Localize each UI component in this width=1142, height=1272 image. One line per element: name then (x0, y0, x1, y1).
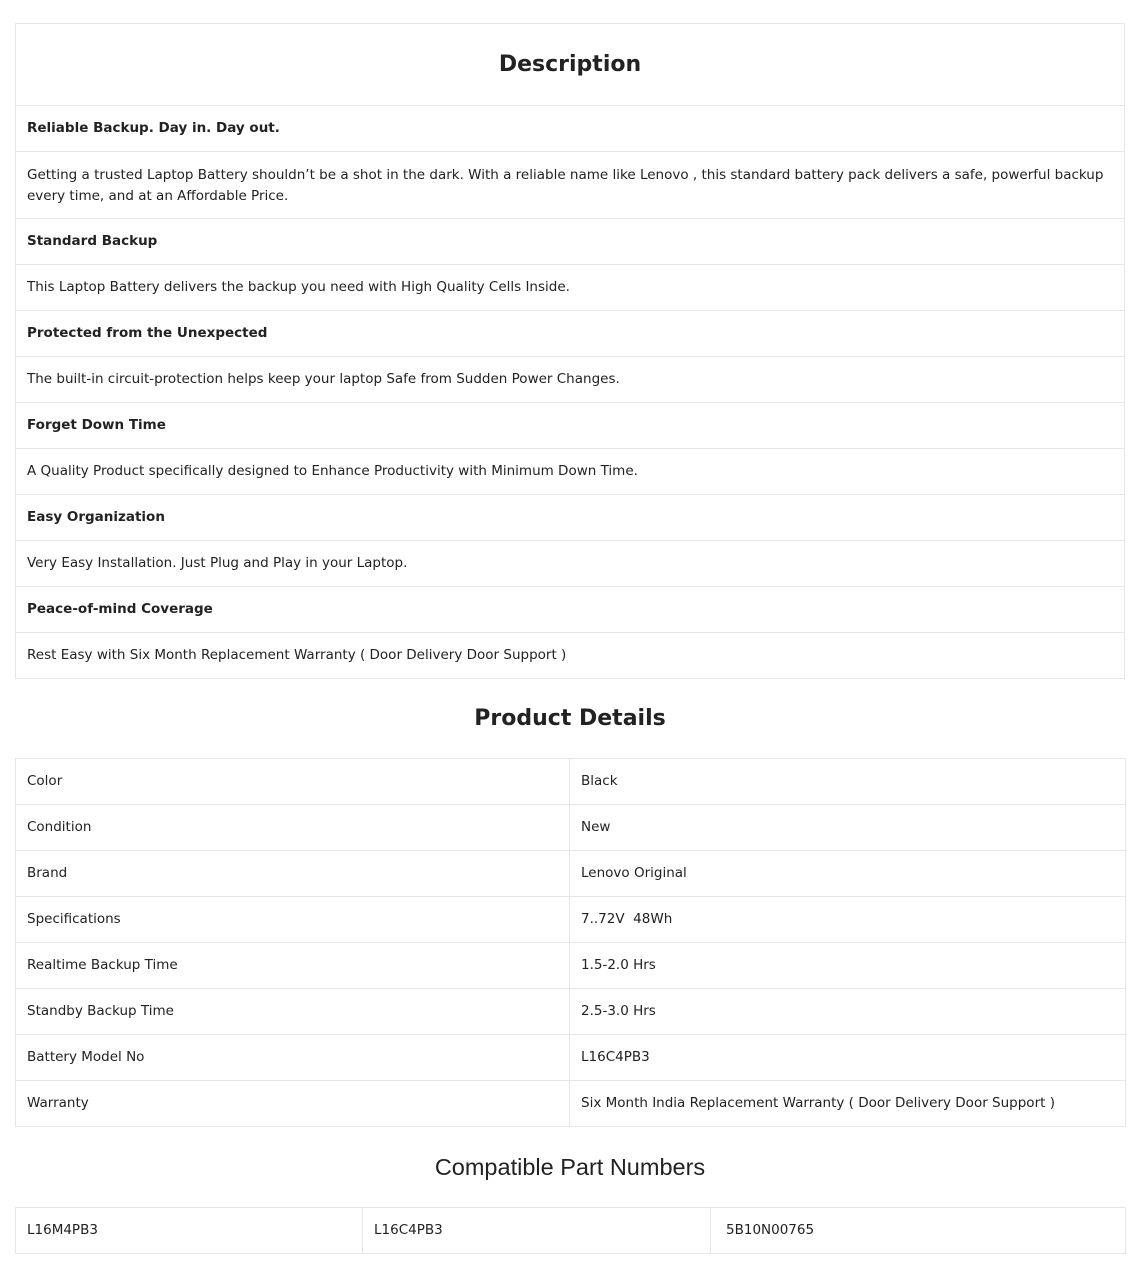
table-row (16, 1081, 1126, 1127)
detail-label: Warranty (16, 1081, 570, 1127)
description-text: Rest Easy with Six Month Replacement Warranty ( Door Delivery Door Support ) (16, 633, 1125, 679)
part-number: 5B10N00765 (711, 1208, 1126, 1254)
detail-label: Specifications (16, 897, 570, 943)
description-row (16, 403, 1125, 449)
table-row (16, 943, 1126, 989)
description-text: The built-in circuit-protection helps keep your laptop Safe from Sudden Power Changes. (16, 357, 1125, 403)
compatible-parts-title: Compatible Part Numbers (434, 1154, 706, 1180)
detail-value: L16C4PB3 (570, 1035, 1126, 1081)
detail-label: Battery Model No (16, 1035, 570, 1081)
description-text: A Quality Product specifically designed to Enhance Productivity with Minimum Down Time. (16, 449, 1125, 495)
table-row (16, 1035, 1126, 1081)
description-header-row (16, 24, 1125, 106)
detail-label: Realtime Backup Time (16, 943, 570, 989)
description-text: Very Easy Installation. Just Plug and Play in your Laptop. (16, 541, 1125, 587)
product-details-table (15, 758, 1126, 1127)
description-heading: Protected from the Unexpected (16, 311, 1125, 357)
detail-label: Standby Backup Time (16, 989, 570, 1035)
table-row (16, 989, 1126, 1035)
description-row (16, 541, 1125, 587)
table-row (16, 1208, 1126, 1254)
description-title: Description (16, 24, 1125, 106)
description-row (16, 265, 1125, 311)
description-row (16, 633, 1125, 679)
description-row (16, 152, 1125, 219)
product-details-title: Product Details (474, 706, 666, 731)
detail-value: 2.5-3.0 Hrs (570, 989, 1126, 1035)
compatible-parts-table (15, 1207, 1126, 1254)
detail-value: New (570, 805, 1126, 851)
detail-label: Brand (16, 851, 570, 897)
description-text: Getting a trusted Laptop Battery shouldn’t be a shot in the dark. With a reliable name like Lenovo , this standard battery pack delivers a safe, powerful backup every time, and at an Affordable Price. (16, 152, 1125, 219)
description-heading: Standard Backup (16, 219, 1125, 265)
part-number: L16M4PB3 (16, 1208, 363, 1254)
description-row (16, 587, 1125, 633)
detail-label: Condition (16, 805, 570, 851)
description-row (16, 495, 1125, 541)
detail-value: 7..72V 48Wh (570, 897, 1126, 943)
table-row (16, 897, 1126, 943)
description-row (16, 106, 1125, 152)
table-row (16, 851, 1126, 897)
part-number: L16C4PB3 (363, 1208, 711, 1254)
description-row (16, 219, 1125, 265)
detail-value: Lenovo Original (570, 851, 1126, 897)
description-row (16, 357, 1125, 403)
detail-value: Black (570, 759, 1126, 805)
description-heading: Forget Down Time (16, 403, 1125, 449)
description-row (16, 449, 1125, 495)
detail-value: Six Month India Replacement Warranty ( Door Delivery Door Support ) (570, 1081, 1126, 1127)
description-heading: Easy Organization (16, 495, 1125, 541)
table-row (16, 759, 1126, 805)
description-text: This Laptop Battery delivers the backup you need with High Quality Cells Inside. (16, 265, 1125, 311)
product-info (15, 23, 1125, 1254)
description-table (15, 23, 1125, 679)
description-row (16, 311, 1125, 357)
detail-value: 1.5-2.0 Hrs (570, 943, 1126, 989)
table-row (16, 805, 1126, 851)
description-heading: Reliable Backup. Day in. Day out. (16, 106, 1125, 152)
detail-label: Color (16, 759, 570, 805)
description-heading: Peace-of-mind Coverage (16, 587, 1125, 633)
